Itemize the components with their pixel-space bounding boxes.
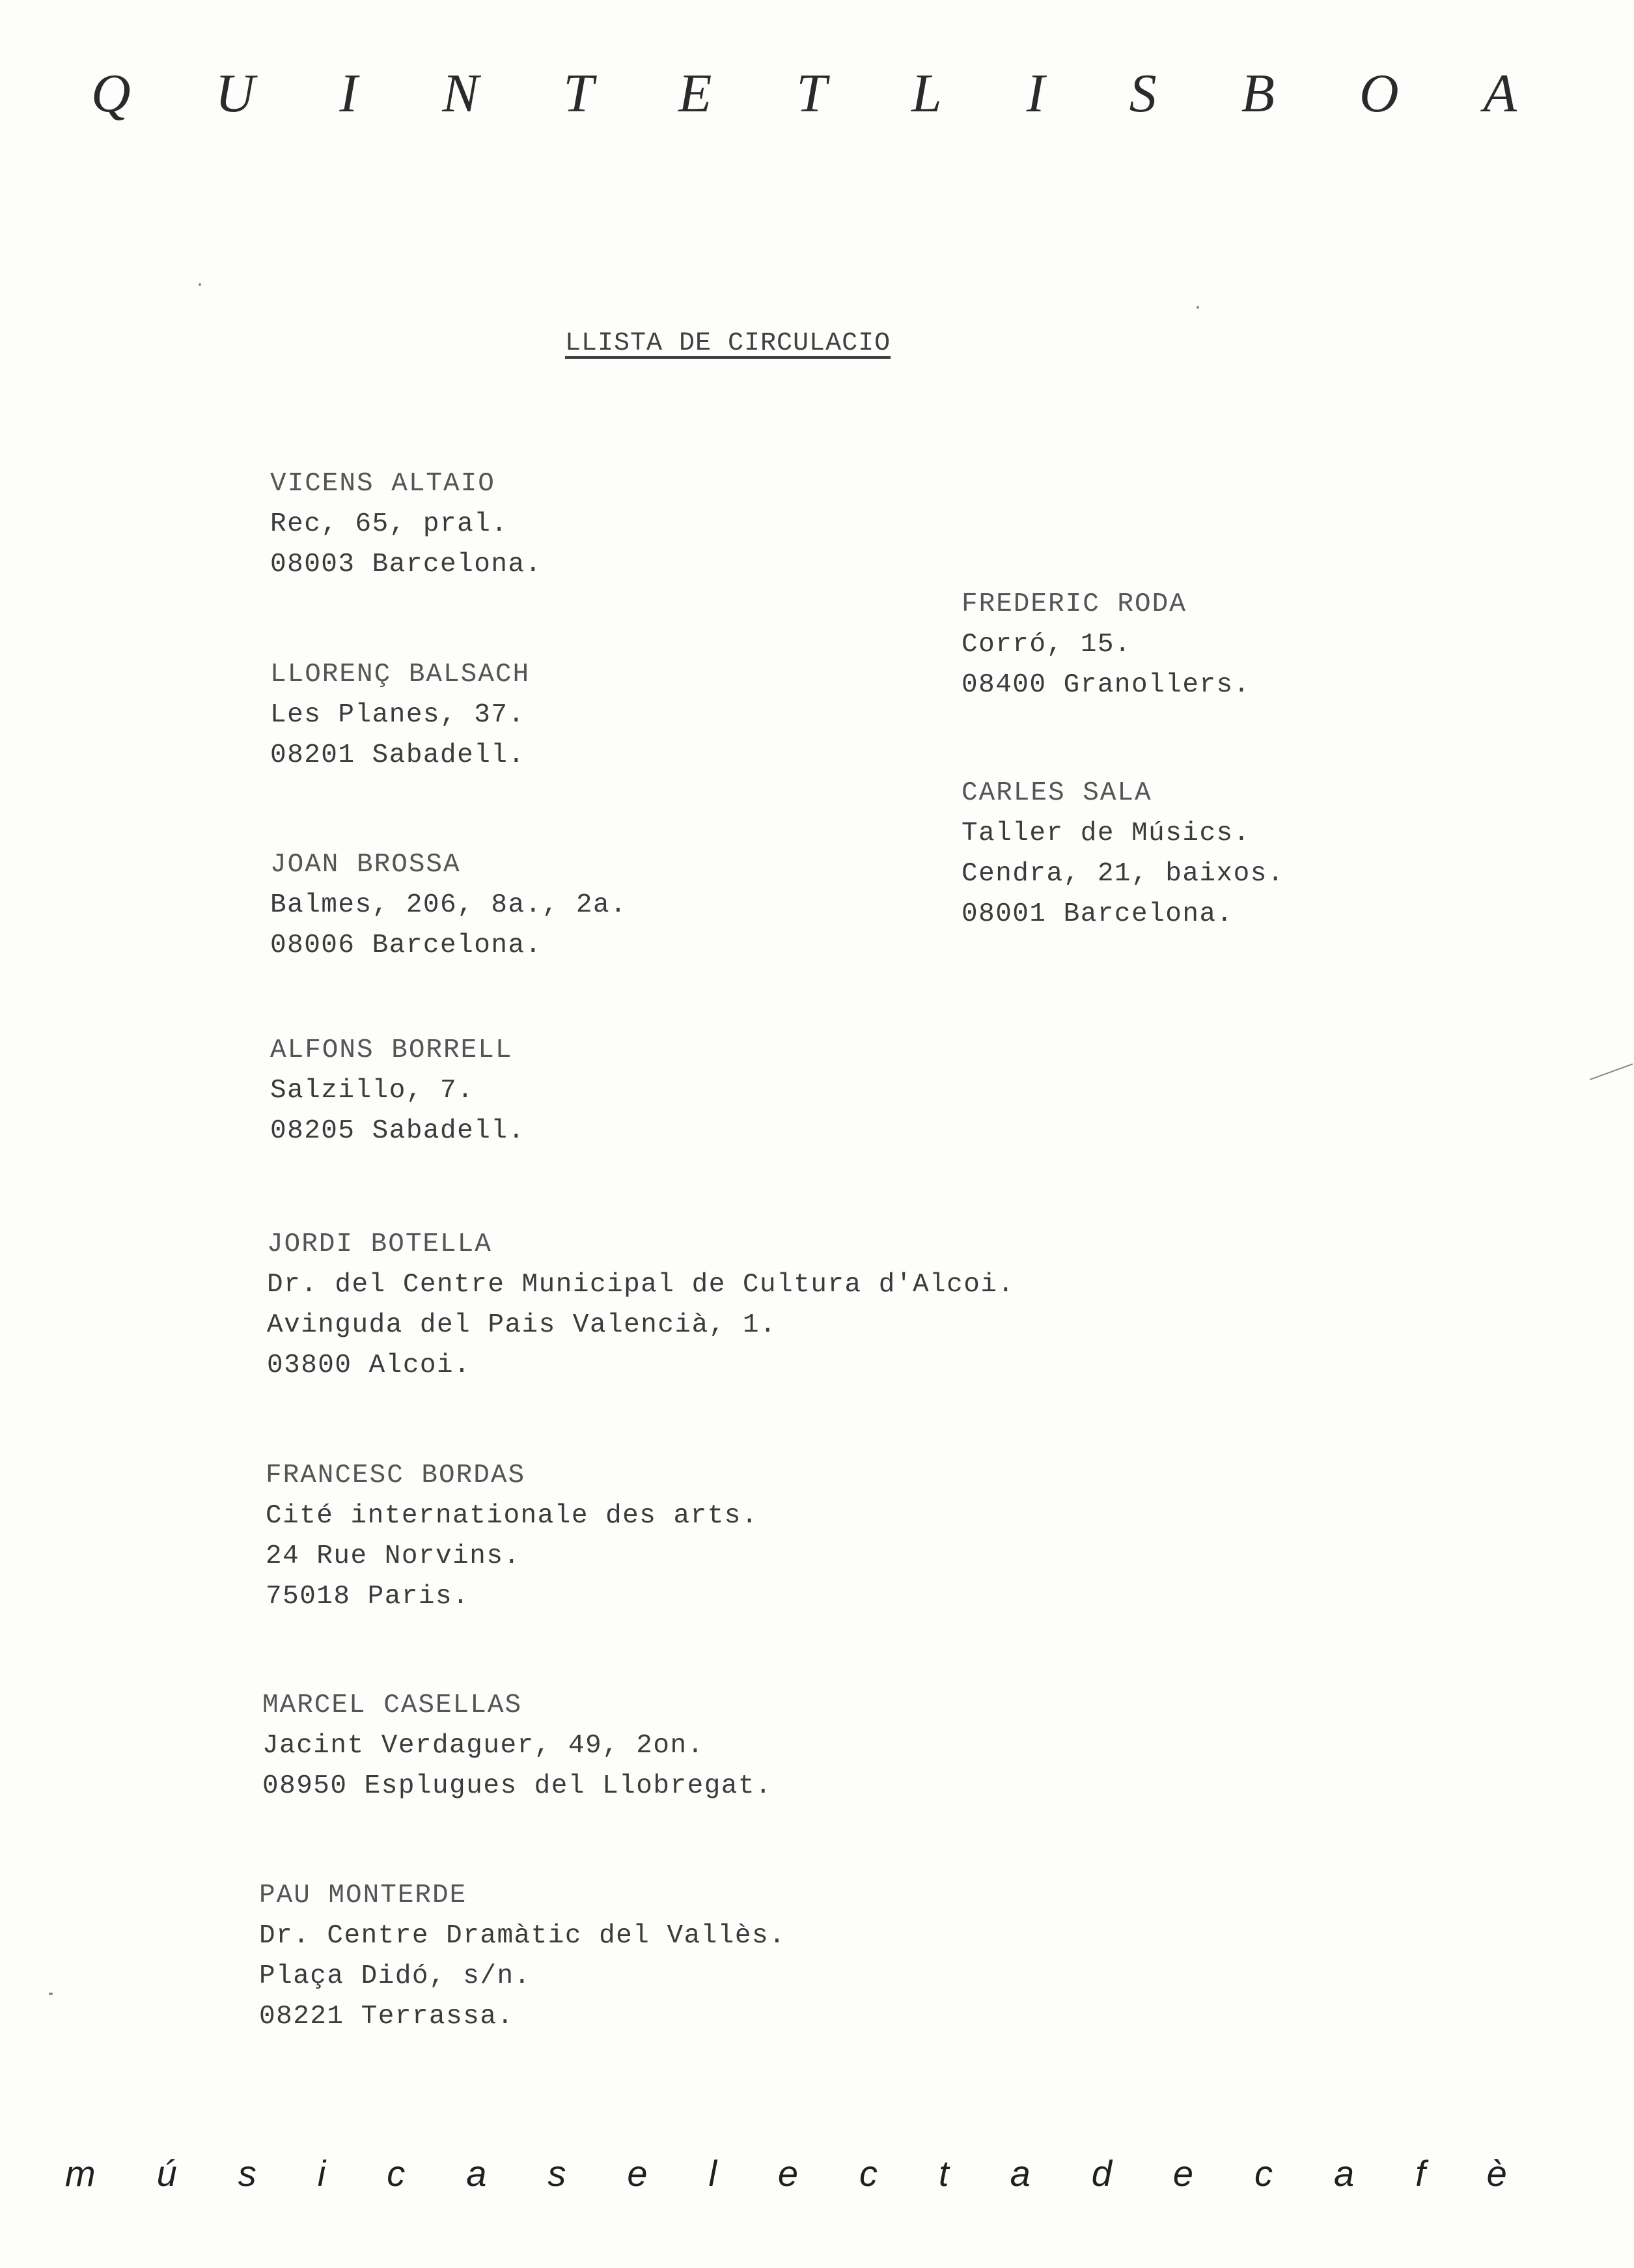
address-line: 08400 Granollers. bbox=[962, 670, 1251, 700]
footer-letter: a bbox=[466, 2153, 487, 2194]
address-line: Salzillo, 7. bbox=[270, 1076, 475, 1106]
address-line: 08006 Barcelona. bbox=[270, 931, 542, 960]
letterhead-letter: O bbox=[1359, 63, 1399, 124]
address-entry bbox=[270, 654, 530, 776]
letterhead-letter: U bbox=[215, 63, 255, 124]
address-line: 24 Rue Norvins. bbox=[266, 1541, 521, 1571]
address-line: 08205 Sabadell. bbox=[270, 1116, 525, 1146]
address-entry bbox=[270, 464, 542, 585]
footer-letter: t bbox=[939, 2153, 949, 2194]
address-line: Les Planes, 37. bbox=[270, 700, 525, 730]
scan-dot bbox=[199, 283, 201, 286]
address-line: Balmes, 206, 8a., 2a. bbox=[270, 890, 628, 920]
recipient-name: VICENS ALTAIO bbox=[270, 469, 495, 499]
address-entry bbox=[262, 1685, 772, 1806]
address-line: 75018 Paris. bbox=[266, 1582, 470, 1612]
letterhead-letter: L bbox=[911, 63, 942, 124]
recipient-name: JOAN BROSSA bbox=[270, 850, 461, 880]
footer-letter: è bbox=[1486, 2153, 1507, 2194]
address-entry bbox=[270, 1030, 525, 1151]
address-entry bbox=[270, 845, 627, 966]
address-entry bbox=[259, 1875, 786, 2037]
footer-letter: s bbox=[238, 2153, 256, 2194]
address-line: 08201 Sabadell. bbox=[270, 740, 525, 770]
address-line: 08221 Terrassa. bbox=[259, 2002, 514, 2032]
recipient-name: JORDI BOTELLA bbox=[267, 1229, 492, 1259]
letterhead-letter: I bbox=[1026, 63, 1045, 124]
footer-letter: d bbox=[1091, 2153, 1112, 2194]
footer-letter: a bbox=[1010, 2153, 1031, 2194]
recipient-name: PAU MONTERDE bbox=[259, 1881, 467, 1911]
address-entry bbox=[962, 584, 1251, 705]
address-line: Dr. Centre Dramàtic del Vallès. bbox=[259, 1921, 786, 1951]
letterhead-letter: E bbox=[678, 63, 712, 124]
letterhead-letter: T bbox=[796, 63, 827, 124]
address-line: Avinguda del Pais Valencià, 1. bbox=[267, 1310, 777, 1340]
footer-letter: c bbox=[387, 2153, 406, 2194]
footer-letter: m bbox=[65, 2153, 96, 2194]
letterhead-letter: T bbox=[563, 63, 594, 124]
recipient-name: FRANCESC BORDAS bbox=[266, 1461, 526, 1491]
letterhead-title bbox=[91, 62, 1517, 125]
footer-letter: l bbox=[708, 2153, 717, 2194]
address-line: Cité internationale des arts. bbox=[266, 1501, 759, 1531]
letterhead-letter: A bbox=[1483, 63, 1517, 124]
letterhead-letter: S bbox=[1129, 63, 1157, 124]
address-line: 08001 Barcelona. bbox=[962, 899, 1234, 929]
footer-letter: f bbox=[1415, 2153, 1426, 2194]
letterhead-letter: B bbox=[1241, 63, 1275, 124]
scan-dot bbox=[1197, 306, 1199, 309]
letterhead-letter: N bbox=[442, 63, 479, 124]
address-entry bbox=[267, 1224, 1015, 1386]
address-line: Dr. del Centre Municipal de Cultura d'Alcoi. bbox=[267, 1270, 1015, 1300]
scan-mark bbox=[1590, 1063, 1633, 1080]
footer-letter: i bbox=[317, 2153, 326, 2194]
footer-letter: c bbox=[1254, 2153, 1273, 2194]
footer-letter: a bbox=[1333, 2153, 1355, 2194]
recipient-name: CARLES SALA bbox=[962, 778, 1152, 808]
address-line: Corró, 15. bbox=[962, 630, 1132, 660]
address-line: 03800 Alcoi. bbox=[267, 1351, 471, 1380]
address-line: 08950 Esplugues del Llobregat. bbox=[262, 1771, 773, 1801]
address-line: Cendra, 21, baixos. bbox=[962, 859, 1284, 889]
letterhead-letter: Q bbox=[91, 63, 131, 124]
address-entry bbox=[962, 773, 1284, 934]
recipient-name: ALFONS BORRELL bbox=[270, 1035, 513, 1065]
footer-tagline bbox=[65, 2152, 1507, 2194]
address-line: Rec, 65, pral. bbox=[270, 509, 508, 539]
recipient-name: LLORENÇ BALSACH bbox=[270, 660, 531, 690]
address-line: Taller de Músics. bbox=[962, 819, 1251, 848]
footer-letter: s bbox=[547, 2153, 566, 2194]
footer-letter: ú bbox=[156, 2153, 177, 2194]
scan-dot bbox=[49, 1993, 53, 1995]
document-title: LLISTA DE CIRCULACIO bbox=[565, 329, 891, 358]
footer-letter: e bbox=[1172, 2153, 1193, 2194]
address-line: Plaça Didó, s/n. bbox=[259, 1961, 531, 1991]
footer-letter: e bbox=[627, 2153, 648, 2194]
letterhead-letter: I bbox=[339, 63, 358, 124]
address-entry bbox=[266, 1455, 758, 1617]
address-line: Jacint Verdaguer, 49, 2on. bbox=[262, 1731, 704, 1761]
recipient-name: FREDERIC RODA bbox=[962, 589, 1187, 619]
recipient-name: MARCEL CASELLAS bbox=[262, 1690, 523, 1720]
address-line: 08003 Barcelona. bbox=[270, 550, 542, 580]
footer-letter: e bbox=[777, 2153, 799, 2194]
footer-letter: c bbox=[859, 2153, 878, 2194]
